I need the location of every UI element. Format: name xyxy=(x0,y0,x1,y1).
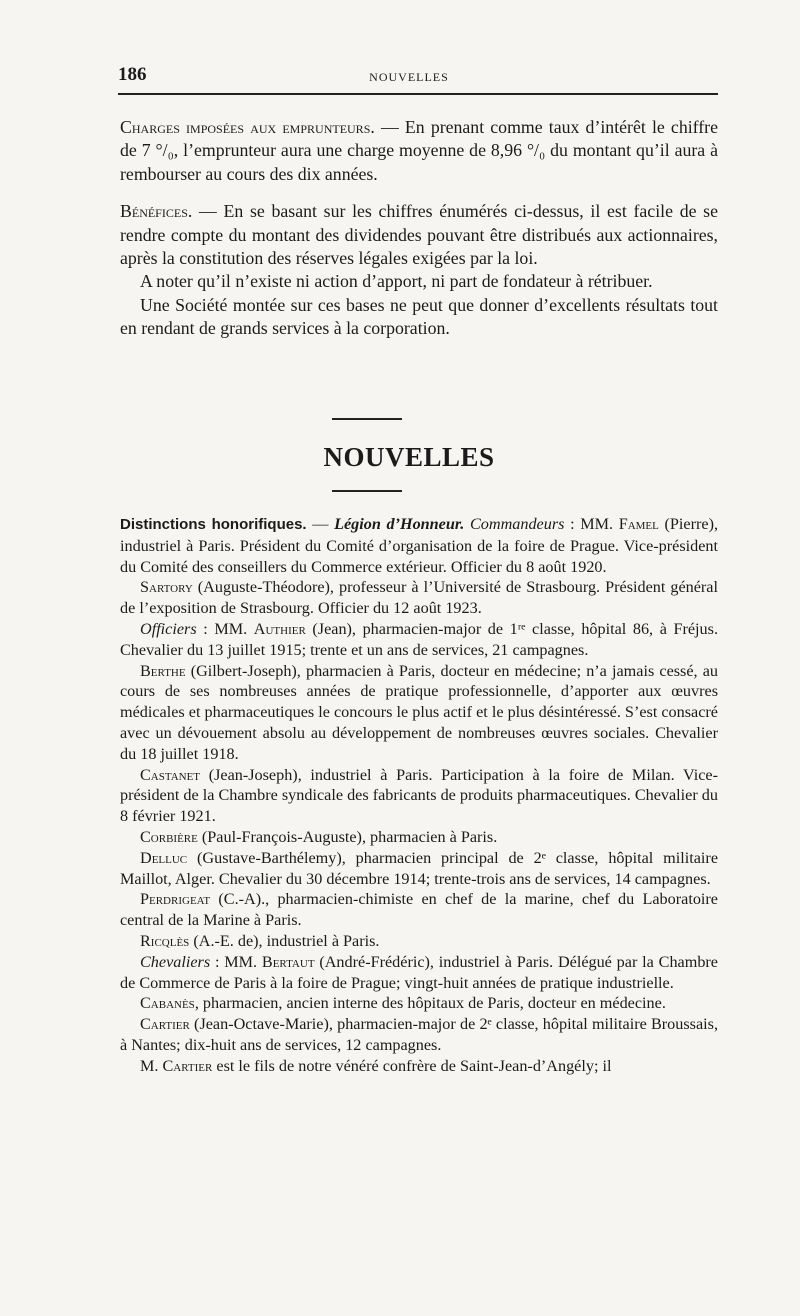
famel-name: Famel xyxy=(618,515,659,533)
cartier-note-text: est le fils de notre vénéré confrère de Saint-Jean-d’Angély; il xyxy=(212,1056,612,1075)
paragraph-castanet xyxy=(120,765,718,827)
paragraph-benefices xyxy=(120,200,718,270)
bertaut-text: (André-Frédéric), industriel à Paris. Délégué par la Chambre de Commerce de Paris à la foire de Prague; vingt-huit années de pratique industrielle. xyxy=(120,952,718,992)
perdrigeat-name: Perdrigeat xyxy=(140,890,211,909)
cartier-note-prefix: M. xyxy=(140,1056,163,1075)
commandeurs-label: Commandeurs xyxy=(469,515,565,533)
paragraph-corbiere xyxy=(120,827,718,848)
benefices-text: — En se basant sur les chiffres énumérés ci-dessus, il est facile de se rendre compte du montant des dividendes pouvant être distribués aux actionnaires, après la constitution des réserves légales exigées par la loi. xyxy=(120,201,718,269)
paragraph-perdrigeat xyxy=(120,889,718,931)
cartier-name: Cartier xyxy=(140,1015,190,1034)
perdrigeat-text: (C.-A)., pharmacien-chimiste en chef de la marine, chef du Laboratoire central de la Marine à Paris. xyxy=(120,890,718,930)
authier-name: Authier xyxy=(253,619,306,638)
paragraph-societe: Une Société montée sur ces bases ne peut que donner d’excellents résultats tout en rendant de grands services à la corporation. xyxy=(120,294,718,339)
chevaliers-label: Chevaliers xyxy=(140,952,211,971)
ricqles-text: (A.-E. de), industriel à Paris. xyxy=(189,931,380,950)
section-rule-top xyxy=(332,418,402,420)
berthe-text: (Gilbert-Joseph), pharmacien à Paris, docteur en médecine; n’a jamais cessé, au cours de ses nombreuses années de pratique professionnelle, d’apporter aux œuvres médicales et pharmaceutiques le concours le plus actif et le plus désintéressé. S’est consacré avec un dévouement absolu au développement de nombreuses œuvres sociales. Chevalier du 18 juillet 1918. xyxy=(120,661,718,763)
page xyxy=(100,62,719,1075)
paragraph-charges xyxy=(120,116,718,186)
charges-text: — En prenant comme taux d’intérêt le chiffre de 7 °/₀, l’emprunteur aura une charge moyenne de 8,96 °/₀ du montant qu’il aura à rembourser au cours des dix années. xyxy=(120,117,718,184)
cabanes-name: Cabanès xyxy=(140,994,195,1013)
upper-section xyxy=(120,116,718,341)
ricqles-name: Ricqlès xyxy=(140,931,190,950)
paragraph-chevaliers xyxy=(120,952,718,994)
castanet-name: Castanet xyxy=(140,765,201,784)
officiers-label: Officiers xyxy=(140,619,197,638)
section-title: NOUVELLES xyxy=(323,442,495,472)
distinctions-dash: — xyxy=(306,515,335,533)
corbiere-name: Corbière xyxy=(140,827,198,846)
sartory-name: Sartory xyxy=(140,578,193,597)
paragraph-distinctions xyxy=(120,514,718,577)
paragraph-officiers xyxy=(120,619,718,661)
paragraph-cartier-note xyxy=(120,1056,718,1077)
bertaut-name: Bertaut xyxy=(261,952,315,971)
castanet-text: (Jean-Joseph), industriel à Paris. Participation à la foire de Milan. Vice-président de la Chambre syndicale des fabricants de produits pharmaceutiques. Chevalier du 8 février 1921. xyxy=(120,765,718,826)
delluc-text: (Gustave-Barthélemy), pharmacien principal de 2ᵉ classe, hôpital militaire Maillot, Alger. Chevalier du 30 décembre 1914; trente-trois ans de services, 14 campagnes. xyxy=(120,848,718,888)
delluc-name: Delluc xyxy=(140,848,188,867)
paragraph-delluc xyxy=(120,848,718,890)
sartory-text: (Auguste-Théodore), professeur à l’Université de Strasbourg. Président général de l’exposition de Strasbourg. Officier du 12 août 1923. xyxy=(120,578,718,618)
distinctions-heading: Distinctions honorifiques. xyxy=(120,516,307,533)
corbiere-text: (Paul-François-Auguste), pharmacien à Paris. xyxy=(197,827,498,846)
page-number: 186 xyxy=(118,64,147,85)
authier-text: (Jean), pharmacien-major de 1ʳᵉ classe, hôpital 86, à Fréjus. Chevalier du 13 juillet 1915; trente et un ans de services, 21 campagnes. xyxy=(120,619,718,659)
lower-section xyxy=(120,514,718,1077)
paragraph-cartier xyxy=(120,1014,718,1056)
cartier-text: (Jean-Octave-Marie), pharmacien-major de 2ᵉ classe, hôpital militaire Broussais, à Nantes; dix-huit ans de services, 12 campagnes. xyxy=(120,1015,718,1054)
distinctions-tail: : MM. xyxy=(564,515,619,533)
paragraph-berthe xyxy=(120,661,718,765)
chevaliers-mm: : MM. xyxy=(210,952,262,971)
officiers-mm: : MM. xyxy=(196,619,254,638)
header-rule xyxy=(118,93,718,95)
paragraph-ricqles xyxy=(120,931,718,952)
running-title: NOUVELLES xyxy=(369,70,449,84)
paragraph-sartory xyxy=(120,577,718,619)
famel-text: (Pierre), industriel à Paris. Président du Comité d’organisation de la foire de Prague. Vice-président du Comité des conseillers du Commerce extérieur. Officier du 8 août 1920. xyxy=(120,515,719,576)
paragraph-noter: A noter qu’il n’existe ni action d’apport, ni part de fondateur à rétribuer. xyxy=(140,271,653,292)
running-head xyxy=(100,62,718,90)
cabanes-text: , pharmacien, ancien interne des hôpitaux de Paris, docteur en médecine. xyxy=(194,994,666,1013)
charges-label: Charges imposées aux emprunteurs. xyxy=(120,117,375,137)
legion-label: Légion d’Honneur. xyxy=(334,515,465,533)
paragraph-cabanes xyxy=(120,993,718,1014)
benefices-label: Bénéfices. xyxy=(120,201,193,222)
berthe-name: Berthe xyxy=(140,661,186,680)
section-rule-bottom xyxy=(332,490,402,492)
cartier-note-name: Cartier xyxy=(162,1056,213,1075)
